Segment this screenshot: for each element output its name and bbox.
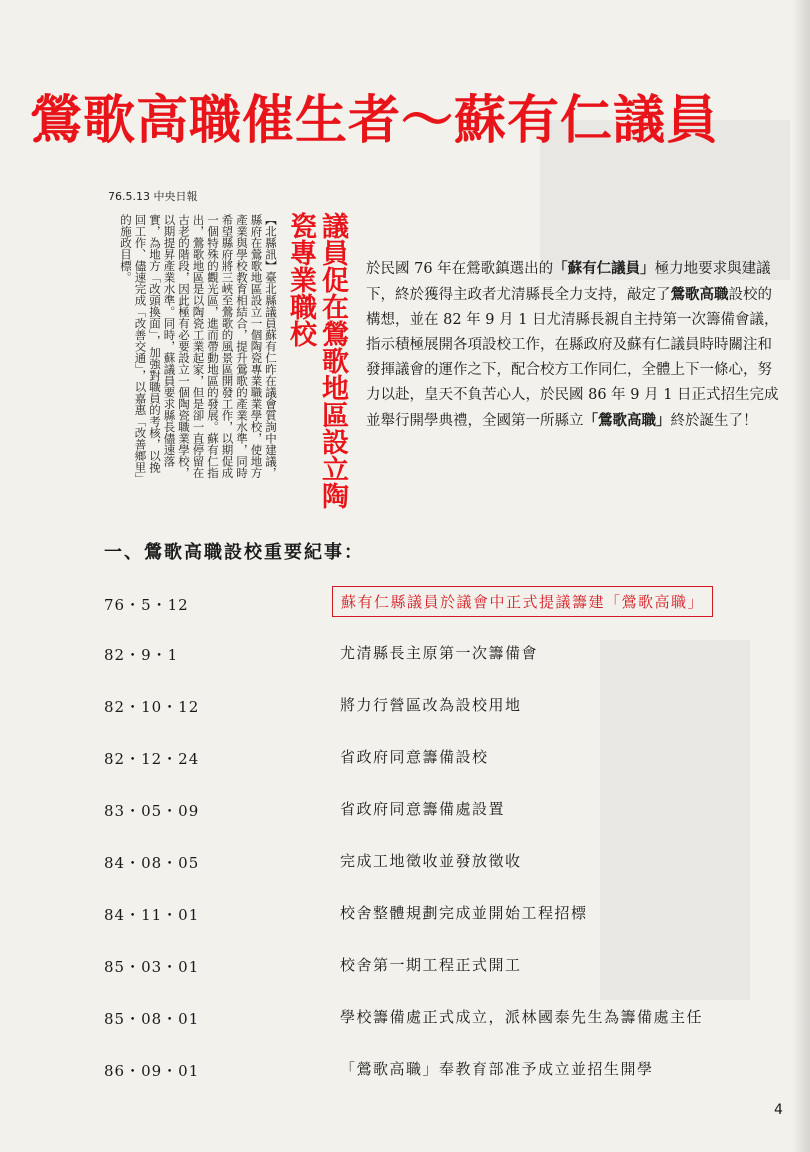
timeline-date: 82・10・12 bbox=[104, 698, 200, 716]
timeline-event: 將力行營區改為設校用地 bbox=[340, 696, 522, 714]
timeline-date: 84・11・01 bbox=[104, 906, 200, 924]
intro-text-4: 終於誕生了！ bbox=[670, 413, 758, 429]
timeline-event: 尤清縣長主原第一次籌備會 bbox=[340, 644, 539, 662]
timeline-date: 85・03・01 bbox=[104, 958, 200, 976]
timeline-row bbox=[0, 1050, 810, 1090]
timeline-date: 82・9・1 bbox=[104, 646, 179, 664]
timeline-row bbox=[0, 738, 810, 778]
intro-bold-3: 「鶯歌高職」 bbox=[583, 412, 671, 429]
timeline-event: 校舍第一期工程正式開工 bbox=[340, 956, 522, 974]
timeline-event: 學校籌備處正式成立，派林國泰先生為籌備處主任 bbox=[340, 1008, 704, 1026]
timeline-row bbox=[0, 894, 810, 934]
page-title: 鶯歌高職催生者～蘇有仁議員 bbox=[30, 91, 720, 151]
section-heading: 一、鶯歌高職設校重要紀事： bbox=[104, 542, 364, 563]
timeline-event: 完成工地徵收並發放徵收 bbox=[340, 852, 522, 870]
timeline-date: 84・08・05 bbox=[104, 854, 200, 872]
timeline-row bbox=[0, 584, 810, 624]
clipping-headline: 議員促在鶯歌地區設立陶瓷專業職校 bbox=[285, 212, 348, 509]
timeline-date: 82・12・24 bbox=[104, 750, 200, 768]
intro-bold-1: 「蘇有仁議員」 bbox=[553, 260, 655, 277]
timeline-event: 「鶯歌高職」奉教育部准予成立並招生開學 bbox=[340, 1060, 654, 1078]
intro-bold-2: 鶯歌高職 bbox=[670, 286, 729, 303]
intro-text-3: 設校的構想，並在 82 年 9 月 1 日尤清縣長親自主持第一次籌備會議，指示積極展開各項設校工作，在縣政府及蘇有仁議員時時關注和發揮議會的運作之下，配合校方工作同仁，全體上下一條心，努力以赴，皇天不負苦心人，於民國 86 年 9 月 1 日正式招生完成並舉行開學典禮，全國第一所縣立 bbox=[366, 287, 779, 429]
intro-text-1: 於民國 76 年在鶯歌鎮選出的 bbox=[366, 261, 554, 277]
timeline-row bbox=[0, 998, 810, 1038]
timeline-date: 86・09・01 bbox=[104, 1062, 200, 1080]
timeline-row bbox=[0, 946, 810, 986]
timeline-event: 校舍整體規劃完成並開始工程招標 bbox=[340, 904, 588, 922]
timeline-row bbox=[0, 790, 810, 830]
clipping-body: 【北縣訊】臺北縣議員蘇有仁昨在議會質詢中建議，縣府在鶯歌地區設立一個陶瓷專業職業學校，使地方產業與學校教育相結合，提升鶯歌的產業水準，同時希望縣府將三峽至鶯歌的風景區開發工作，以期促成一個特殊的觀光區，進而帶動地區的發展。蘇有仁指出，鶯歌地區是以陶瓷工業起家，但是卻一直停留在古老的階段，因此極有必要設立一個陶瓷職業學校，以期提昇產業水準。同時，蘇議員要求縣長儘速落實，為地方「改頭換面」，加強對職員的考核，以挽回工作、儘速完成「改善交通」，以嘉惠「改善鄉里」的施政目標。 bbox=[119, 214, 278, 479]
timeline-row bbox=[0, 686, 810, 726]
clipping-date: 76.5.13 中央日報 bbox=[108, 190, 198, 203]
timeline-event: 省政府同意籌備設校 bbox=[340, 748, 489, 766]
timeline-event-highlighted: 蘇有仁縣議員於議會中正式提議籌建「鶯歌高職」 bbox=[332, 586, 713, 617]
intro-paragraph bbox=[366, 256, 786, 434]
timeline-row bbox=[0, 842, 810, 882]
timeline-event: 省政府同意籌備處設置 bbox=[340, 800, 506, 818]
timeline-date: 85・08・01 bbox=[104, 1010, 200, 1028]
timeline-date: 76・5・12 bbox=[104, 596, 189, 614]
intro-text-2: 極力地要求與建議下，終於獲得主政者尤清縣長全力支持，敲定了 bbox=[366, 261, 771, 303]
timeline-row bbox=[0, 634, 810, 674]
newspaper-clipping bbox=[108, 188, 348, 518]
timeline-date: 83・05・09 bbox=[104, 802, 200, 820]
page-number: 4 bbox=[774, 1102, 783, 1118]
